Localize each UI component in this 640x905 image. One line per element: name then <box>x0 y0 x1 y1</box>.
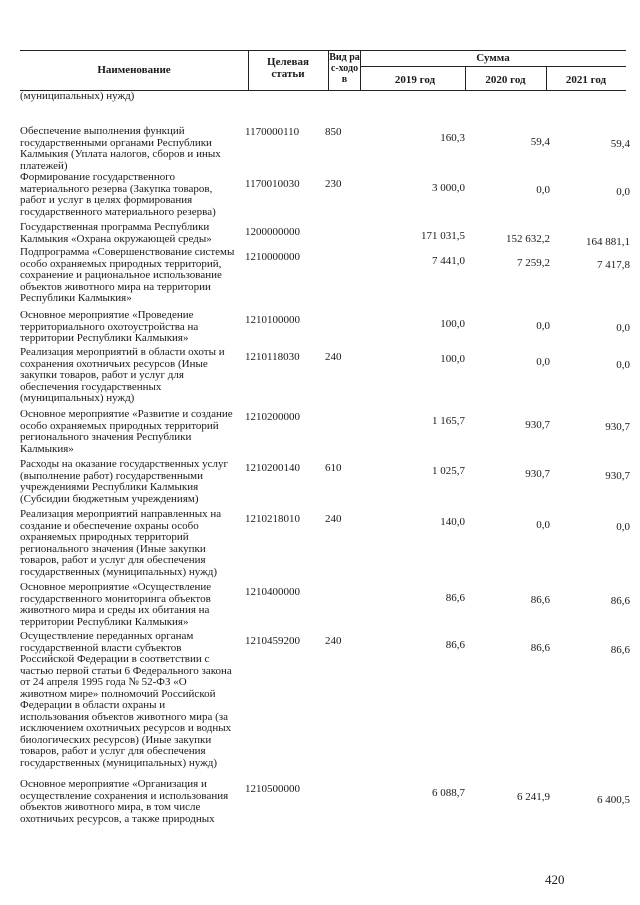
row-2021: 0,0 <box>616 186 630 198</box>
row-2020: 930,7 <box>525 468 550 480</box>
row-vid: 610 <box>325 462 342 474</box>
row-2020: 152 632,2 <box>506 233 550 245</box>
row-code: 1210100000 <box>245 314 300 326</box>
row-2019: 86,6 <box>445 639 465 651</box>
row-2019: 160,3 <box>440 132 465 144</box>
row-name: Расходы на оказание государственных услуг (выполнение работ) государственными учреждениями Республики Калмыкия (Субсидии бюджетным учреждениям) <box>20 458 228 505</box>
row-2021: 86,6 <box>610 595 630 607</box>
row-2019: 1 165,7 <box>432 415 465 427</box>
row-2021: 930,7 <box>605 470 630 482</box>
row-name: Основное мероприятие «Осуществление государственного мониторинга объектов животного мира и среды их обитания на территории Республики Калмыкия» <box>20 581 212 628</box>
row-code: 1170010030 <box>245 178 300 190</box>
row-name: Обеспечение выполнения функций государственными органами Республики Калмыкия (Уплата налогов, сборов и иных платежей) <box>20 125 221 172</box>
row-2021: 59,4 <box>610 138 630 150</box>
row-2021: 6 400,5 <box>597 794 630 806</box>
row-2019: 100,0 <box>440 318 465 330</box>
row-2019: 86,6 <box>445 592 465 604</box>
row-2021: 164 881,1 <box>586 236 630 248</box>
row-code: 1210400000 <box>245 586 300 598</box>
row-2019: 171 031,5 <box>421 230 465 242</box>
row-vid: 230 <box>325 178 342 190</box>
row-2021: 0,0 <box>616 359 630 371</box>
row-2020: 6 241,9 <box>517 791 550 803</box>
row-2019: 3 000,0 <box>432 182 465 194</box>
row-code: 1200000000 <box>245 226 300 238</box>
row-name: Государственная программа Республики Калмыкия «Охрана окружающей среды» <box>20 221 212 245</box>
row-2020: 7 259,2 <box>517 257 550 269</box>
row-name: Реализация мероприятий направленных на создание и обеспечение охраны особо охраняемых природных территорий регионального значения (Иные закупки товаров, работ и услуг для обеспечения государственных (муниципальных) нужд) <box>20 508 222 578</box>
row-2021: 0,0 <box>616 521 630 533</box>
row-code: 1210200140 <box>245 462 300 474</box>
row-code: 1210500000 <box>245 783 300 795</box>
row-vid: 240 <box>325 351 342 363</box>
continuation-text: (муниципальных) нужд) <box>20 90 135 102</box>
row-name: Подпрограмма «Совершенствование системы особо охраняемых природных территорий, сохранение и рациональное использование объектов животного мира на территории Республики Калмыкия» <box>20 246 235 304</box>
row-2020: 86,6 <box>530 594 550 606</box>
header-sum-rule <box>360 66 626 67</box>
header-vid: Вид рас-ходов <box>329 52 360 85</box>
row-2020: 930,7 <box>525 419 550 431</box>
row-2020: 0,0 <box>536 184 550 196</box>
row-name: Основное мероприятие «Проведение территориального охотоустройства на территории Республики Калмыкия» <box>20 309 199 344</box>
row-2019: 100,0 <box>440 353 465 365</box>
header-target: Целевая статьи <box>267 56 309 80</box>
row-2021: 7 417,8 <box>597 259 630 271</box>
row-2020: 0,0 <box>536 320 550 332</box>
row-2020: 86,6 <box>530 642 550 654</box>
header-2021: 2021 год <box>565 74 607 86</box>
header-2020: 2020 год <box>485 74 526 86</box>
header-sum: Сумма <box>476 52 510 64</box>
header-top-rule <box>20 50 626 51</box>
row-2020: 59,4 <box>530 136 550 148</box>
header-name: Наименование <box>97 64 171 76</box>
row-2020: 0,0 <box>536 519 550 531</box>
row-name: Осуществление переданных органам государственной власти субъектов Российской Федерации в соответствии с частью первой статьи 6 Федерального закона от 24 апреля 1995 года № 52-ФЗ «О животном мире» полномочий Российской Федерации в области охраны и использования объектов животного мира (за исключением охотничьих ресурсов и водных биологических ресурсов) (Иные закупки товаров, работ и услуг для обеспечения государственных (муниципальных) нужд) <box>20 630 232 769</box>
row-code: 1170000110 <box>245 126 300 138</box>
row-2019: 7 441,0 <box>432 255 465 267</box>
row-2021: 86,6 <box>610 644 630 656</box>
row-code: 1210000000 <box>245 251 300 263</box>
row-2020: 0,0 <box>536 356 550 368</box>
row-2019: 6 088,7 <box>432 787 465 799</box>
header-2019: 2019 год <box>394 74 436 86</box>
row-2021: 0,0 <box>616 322 630 334</box>
row-name: Основное мероприятие «Развитие и создание особо охраняемых природных территорий регионального значения Республики Калмыкия» <box>20 408 233 455</box>
page-number: 420 <box>545 872 565 887</box>
row-vid: 240 <box>325 513 342 525</box>
row-name: Формирование государственного материального резерва (Закупка товаров, работ и услуг в целях формирования государственного материального резерва) <box>20 171 216 218</box>
table-header <box>20 50 626 92</box>
row-name: Основное мероприятие «Организация и осуществление сохранения и использования объектов животного мира, в том числе охотничьих ресурсов, а также природных <box>20 778 229 825</box>
row-name: Реализация мероприятий в области охоты и сохранения охотничьих ресурсов (Иные закупки товаров, работ и услуг для обеспечения государственных (муниципальных) нужд) <box>20 346 225 404</box>
row-vid: 240 <box>325 635 342 647</box>
row-code: 1210459200 <box>245 635 300 647</box>
row-code: 1210200000 <box>245 411 300 423</box>
row-code: 1210118030 <box>245 351 300 363</box>
row-2019: 1 025,7 <box>432 465 465 477</box>
row-vid: 850 <box>325 126 342 138</box>
row-2021: 930,7 <box>605 421 630 433</box>
row-2019: 140,0 <box>440 516 465 528</box>
row-code: 1210218010 <box>245 513 300 525</box>
header-divider <box>248 50 249 91</box>
